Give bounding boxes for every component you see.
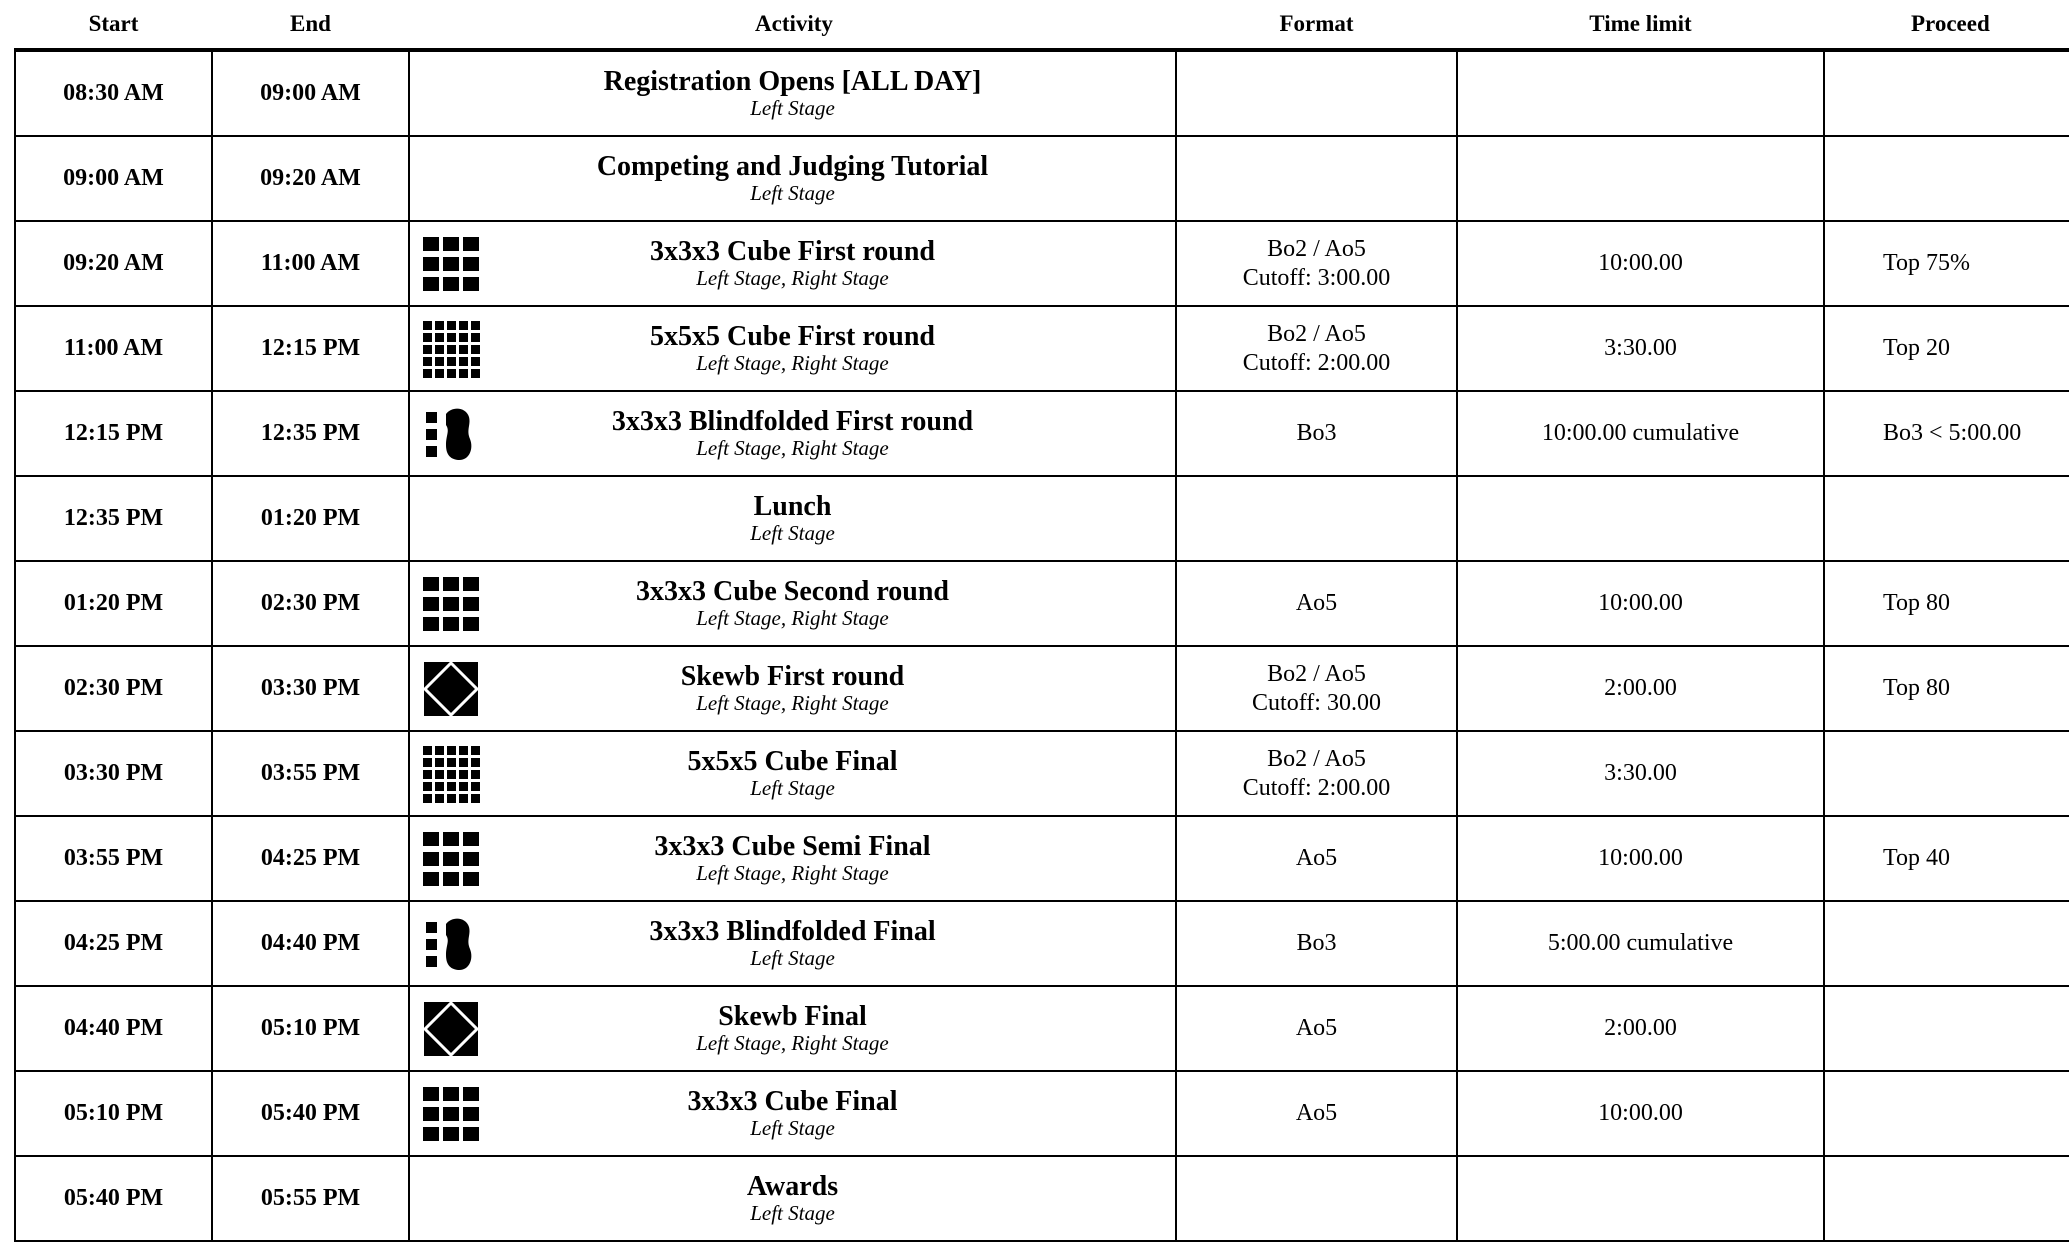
time-limit-cell [1457,646,1824,731]
proceed-cell [1824,1156,2069,1241]
time-limit-value: 3:30.00 [1604,335,1677,361]
end-time: 03:55 PM [212,731,409,816]
format-value: Bo3 [1296,420,1337,446]
format-cell [1176,136,1457,221]
time-limit-value: 10:00.00 [1598,250,1683,276]
proceed-cell [1824,136,2069,221]
format-value: Bo2 / Ao5 [1267,660,1366,687]
format-cell [1176,1156,1457,1241]
time-limit-value: 5:00.00 cumulative [1547,930,1734,956]
activity-room: Left Stage [750,96,835,120]
format-cell [1176,646,1457,731]
format-value: Bo2 / Ao5 [1267,320,1366,347]
proceed-cell [1824,901,2069,986]
table-row [15,50,2069,136]
activity-room: Left Stage [750,776,835,800]
activity-cell [409,306,1176,391]
table-row [15,561,2069,646]
cube-3x3-icon [422,830,480,888]
format-cutoff: Cutoff: 2:00.00 [1242,349,1391,376]
time-limit-value: 2:00.00 [1604,1015,1677,1041]
time-limit-cell [1457,136,1824,221]
end-time: 11:00 AM [212,221,409,306]
activity-name: 3x3x3 Cube First round [650,236,935,267]
activity-room: Left Stage, Right Stage [696,436,889,460]
header-proceed: Proceed [1824,0,2069,50]
activity-room: Left Stage, Right Stage [696,606,889,630]
end-time: 01:20 PM [212,476,409,561]
format-cell [1176,306,1457,391]
activity-cell [409,391,1176,476]
activity-cell [409,221,1176,306]
proceed-cell [1824,816,2069,901]
blindfolded-icon [422,915,480,973]
header-time-limit: Time limit [1457,0,1824,50]
table-row [15,646,2069,731]
format-value: Ao5 [1295,845,1338,871]
format-value: Ao5 [1295,590,1338,616]
format-cell [1176,50,1457,136]
time-limit-cell [1457,901,1824,986]
table-row [15,1156,2069,1241]
proceed-cell [1824,646,2069,731]
activity-room: Left Stage [750,1116,835,1140]
end-time: 05:10 PM [212,986,409,1071]
end-time: 12:35 PM [212,391,409,476]
proceed-cell [1824,221,2069,306]
activity-cell [409,1071,1176,1156]
activity-room: Left Stage, Right Stage [696,691,889,715]
proceed-cell [1824,986,2069,1071]
end-time: 12:15 PM [212,306,409,391]
activity-name: Awards [746,1171,839,1202]
proceed-cell [1824,1071,2069,1156]
format-cell [1176,476,1457,561]
table-row [15,306,2069,391]
format-cutoff: Cutoff: 3:00.00 [1242,264,1391,291]
proceed-cell [1824,391,2069,476]
header-start: Start [15,0,212,50]
activity-room: Left Stage, Right Stage [696,1031,889,1055]
activity-room: Left Stage [750,181,835,205]
format-cell [1176,901,1457,986]
time-limit-value: 10:00.00 cumulative [1541,420,1740,446]
end-time: 09:00 AM [212,50,409,136]
cube-5x5-icon [422,320,480,378]
time-limit-value: 10:00.00 [1598,1100,1683,1126]
time-limit-cell [1457,816,1824,901]
activity-room: Left Stage, Right Stage [696,351,889,375]
proceed-cell [1824,50,2069,136]
schedule-table [14,0,2069,1242]
format-cell [1176,1071,1457,1156]
activity-cell [409,901,1176,986]
start-time: 05:10 PM [15,1071,212,1156]
activity-cell [409,136,1176,221]
format-value: Bo2 / Ao5 [1267,235,1366,262]
activity-name: 3x3x3 Cube Second round [635,576,949,607]
time-limit-value: 10:00.00 [1598,845,1683,871]
time-limit-cell [1457,1071,1824,1156]
time-limit-cell [1457,476,1824,561]
activity-name: 3x3x3 Blindfolded Final [649,916,936,947]
table-row [15,221,2069,306]
end-time: 05:40 PM [212,1071,409,1156]
start-time: 04:25 PM [15,901,212,986]
proceed-cell [1824,476,2069,561]
activity-cell [409,731,1176,816]
time-limit-cell [1457,391,1824,476]
format-cell [1176,391,1457,476]
start-time: 08:30 AM [15,50,212,136]
end-time: 04:25 PM [212,816,409,901]
header-end: End [212,0,409,50]
table-row [15,476,2069,561]
cube-5x5-icon [422,745,480,803]
time-limit-cell [1457,986,1824,1071]
end-time: 03:30 PM [212,646,409,731]
format-value: Bo2 / Ao5 [1267,745,1366,772]
table-row [15,136,2069,221]
activity-name: 3x3x3 Cube Semi Final [654,831,931,862]
activity-cell [409,646,1176,731]
time-limit-cell [1457,561,1824,646]
format-cutoff: Cutoff: 2:00.00 [1242,774,1391,801]
format-value: Bo3 [1296,930,1337,956]
end-time: 05:55 PM [212,1156,409,1241]
format-value: Ao5 [1295,1015,1338,1041]
table-row [15,816,2069,901]
time-limit-cell [1457,1156,1824,1241]
format-value: Ao5 [1295,1100,1338,1126]
cube-3x3-icon [422,575,480,633]
start-time: 04:40 PM [15,986,212,1071]
activity-name: Competing and Judging Tutorial [596,151,989,182]
activity-cell [409,476,1176,561]
time-limit-value: 3:30.00 [1604,760,1677,786]
time-limit-cell [1457,50,1824,136]
time-limit-value: 10:00.00 [1598,590,1683,616]
activity-name: Skewb Final [718,1001,867,1032]
start-time: 03:30 PM [15,731,212,816]
header-activity: Activity [409,0,1176,50]
cube-3x3-icon [422,1085,480,1143]
blindfolded-icon [422,405,480,463]
proceed-cell [1824,306,2069,391]
activity-name: Lunch [753,491,832,522]
format-cell [1176,561,1457,646]
activity-name: 3x3x3 Blindfolded First round [611,406,974,437]
end-time: 02:30 PM [212,561,409,646]
start-time: 11:00 AM [15,306,212,391]
end-time: 09:20 AM [212,136,409,221]
proceed-cell [1824,561,2069,646]
format-cutoff: Cutoff: 30.00 [1252,689,1381,716]
table-row [15,731,2069,816]
proceed-value: Top 75% [1883,250,1970,276]
header-format: Format [1176,0,1457,50]
table-row [15,901,2069,986]
time-limit-cell [1457,221,1824,306]
activity-room: Left Stage [750,1201,835,1225]
start-time: 02:30 PM [15,646,212,731]
proceed-value: Bo3 < 5:00.00 [1883,420,2022,446]
start-time: 03:55 PM [15,816,212,901]
activity-cell [409,561,1176,646]
time-limit-cell [1457,306,1824,391]
activity-name: Skewb First round [680,661,905,692]
activity-cell [409,986,1176,1071]
start-time: 09:00 AM [15,136,212,221]
activity-name: 5x5x5 Cube Final [687,746,898,777]
start-time: 09:20 AM [15,221,212,306]
proceed-value: Top 20 [1883,335,1950,361]
activity-room: Left Stage, Right Stage [696,266,889,290]
start-time: 12:35 PM [15,476,212,561]
time-limit-value: 2:00.00 [1604,675,1677,701]
activity-cell [409,816,1176,901]
header-row [15,0,2069,50]
format-cell [1176,816,1457,901]
activity-cell [409,50,1176,136]
start-time: 01:20 PM [15,561,212,646]
format-cell [1176,986,1457,1071]
proceed-cell [1824,731,2069,816]
format-cell [1176,731,1457,816]
table-row [15,391,2069,476]
end-time: 04:40 PM [212,901,409,986]
proceed-value: Top 80 [1883,590,1950,616]
activity-room: Left Stage [750,521,835,545]
activity-name: 5x5x5 Cube First round [650,321,935,352]
start-time: 12:15 PM [15,391,212,476]
proceed-value: Top 80 [1883,675,1950,701]
start-time: 05:40 PM [15,1156,212,1241]
table-row [15,1071,2069,1156]
proceed-value: Top 40 [1883,845,1950,871]
table-row [15,986,2069,1071]
cube-3x3-icon [422,235,480,293]
activity-name: 3x3x3 Cube Final [687,1086,898,1117]
activity-room: Left Stage [750,946,835,970]
activity-cell [409,1156,1176,1241]
activity-room: Left Stage, Right Stage [696,861,889,885]
time-limit-cell [1457,731,1824,816]
activity-name: Registration Opens [ALL DAY] [603,66,982,97]
format-cell [1176,221,1457,306]
skewb-icon [422,660,480,718]
skewb-icon [422,1000,480,1058]
